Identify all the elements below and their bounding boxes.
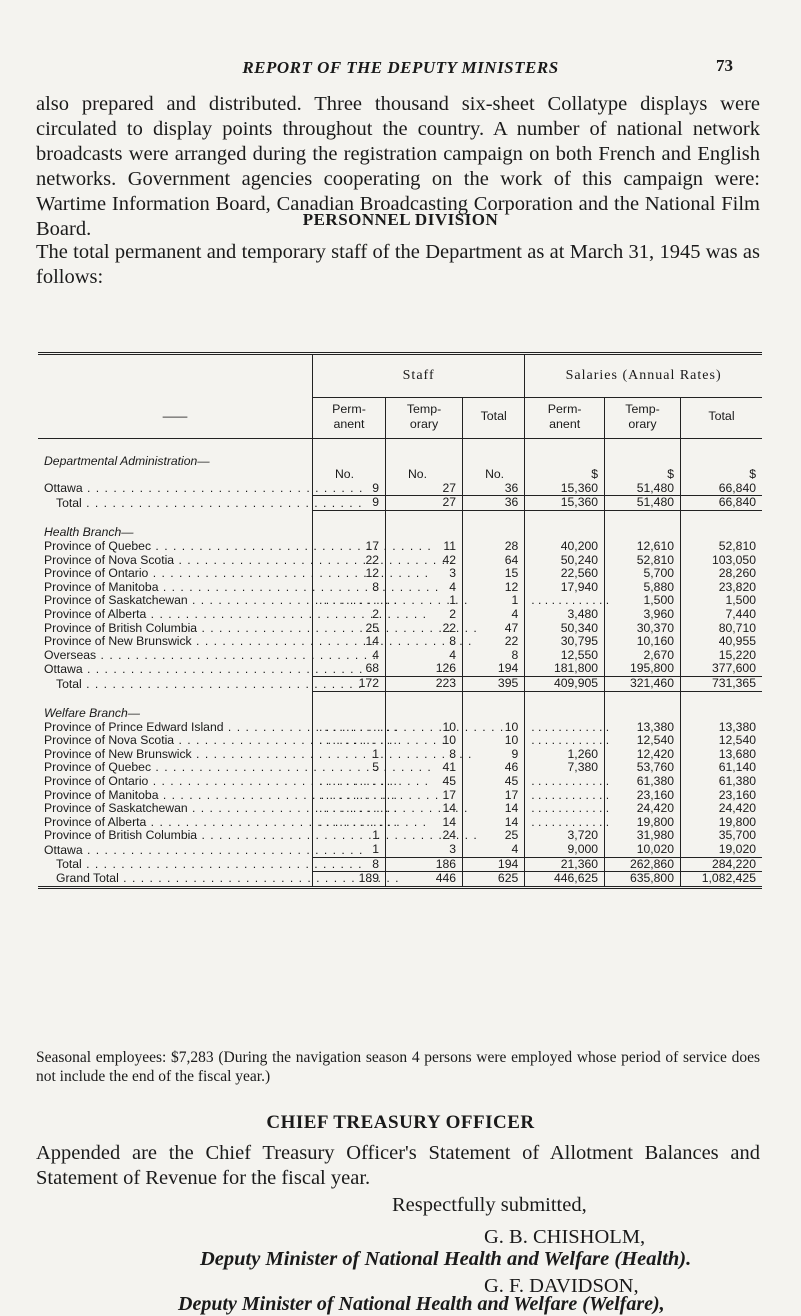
- value-cell: 9: [313, 482, 386, 496]
- value-cell: 1: [313, 748, 386, 762]
- row-label-text: Province of Ontario . . .: [44, 775, 306, 789]
- empty-cell: [463, 691, 525, 721]
- dot-leader: . . . . . . . . . . . .: [319, 774, 397, 789]
- value-cell: 17: [386, 789, 463, 803]
- dot-leader: . . . . . . . . . . . .: [531, 801, 610, 816]
- col-staff-permanent: Perm- anent: [313, 397, 386, 438]
- col-salary-permanent: Perm- anent: [525, 397, 605, 438]
- value-cell: 126: [386, 662, 463, 676]
- row-label-text: Province of British Columbia . . .: [44, 829, 306, 843]
- value-cell: 27: [386, 482, 463, 496]
- value-cell: 14: [463, 802, 525, 816]
- empty-cell: [681, 438, 763, 468]
- value-cell: 47: [463, 622, 525, 636]
- value-cell: 23,160: [605, 789, 681, 803]
- value-cell: [313, 774, 397, 789]
- value-cell: [313, 593, 397, 608]
- value-cell: 1: [313, 829, 386, 843]
- value-cell: 35,700: [681, 829, 763, 843]
- staff-table: [38, 352, 762, 889]
- row-label: [38, 496, 313, 511]
- value-cell: 635,800: [605, 872, 681, 888]
- value-cell: 4: [463, 608, 525, 622]
- value-cell: 14: [463, 816, 525, 830]
- value-cell: 17,940: [525, 581, 605, 595]
- value-cell: 195,800: [605, 662, 681, 676]
- dot-leader: . . . . . . . . . . . .: [531, 719, 610, 734]
- value-cell: 409,905: [525, 677, 605, 692]
- section-heading-row: [38, 438, 762, 468]
- col-staff-temporary: Temp- orary: [386, 397, 463, 438]
- value-cell: 15,360: [525, 482, 605, 496]
- row-label: [38, 775, 313, 789]
- value-cell: 17: [313, 540, 386, 554]
- value-cell: 24: [386, 829, 463, 843]
- value-cell: [525, 719, 610, 735]
- value-cell: 1,500: [681, 594, 763, 608]
- value-cell: 3: [386, 567, 463, 581]
- value-cell: 8: [386, 748, 463, 762]
- row-label-text: Province of Manitoba . . .: [44, 581, 306, 595]
- value-cell: 5,700: [605, 567, 681, 581]
- row-label: [38, 721, 313, 735]
- value-cell: 24,420: [681, 802, 763, 816]
- value-cell: 61,380: [605, 775, 681, 789]
- value-cell: 12: [313, 567, 386, 581]
- value-cell: 2,670: [605, 649, 681, 663]
- empty-cell: [463, 510, 525, 540]
- value-cell: [525, 787, 610, 803]
- dot-leader: . . . . . . . . . . . .: [319, 787, 397, 802]
- value-cell: 262,860: [605, 857, 681, 872]
- closing-line: Respectfully submitted,: [392, 1194, 587, 1216]
- value-cell: 25: [463, 829, 525, 843]
- value-cell: 23,160: [681, 789, 763, 803]
- value-cell: 22: [463, 635, 525, 649]
- value-cell: 13,380: [605, 721, 681, 735]
- dot-leader: . . . . . . . . . . . .: [531, 774, 610, 789]
- empty-cell: [525, 510, 605, 540]
- value-cell: 24,420: [605, 802, 681, 816]
- unit-row: [38, 468, 762, 482]
- value-cell: 19,020: [681, 843, 763, 857]
- value-cell: 11: [386, 540, 463, 554]
- unit-label: No.: [386, 468, 463, 482]
- value-cell: 3,720: [525, 829, 605, 843]
- stub-header: [38, 354, 313, 398]
- value-cell: 284,220: [681, 857, 763, 872]
- row-label-text: Province of Quebec . . .: [44, 761, 306, 775]
- row-label-text: Province of Quebec . . .: [44, 540, 306, 554]
- row-label: [38, 677, 313, 692]
- empty-cell: [386, 510, 463, 540]
- value-cell: 45: [463, 775, 525, 789]
- value-cell: 10: [463, 721, 525, 735]
- value-cell: 36: [463, 496, 525, 511]
- table-row: [38, 843, 762, 857]
- value-cell: [525, 593, 610, 608]
- row-label: [38, 829, 313, 843]
- row-label-text: Ottawa . . .: [44, 482, 306, 496]
- dot-leader: . . . . . . . . . . . .: [319, 719, 397, 734]
- value-cell: 625: [463, 872, 525, 888]
- row-label-text: Province of Alberta . . .: [44, 816, 306, 830]
- seasonal-note: Seasonal employees: $7,283 (During the navigation season 4 persons were employed whose period of service does not include the end of the fiscal year.): [36, 1049, 760, 1085]
- value-cell: 15,360: [525, 496, 605, 511]
- table-row: [38, 581, 762, 595]
- value-cell: 66,840: [681, 496, 763, 511]
- empty-cell: [681, 510, 763, 540]
- signatory-title-2: Deputy Minister of National Health and Welfare (Welfare),: [178, 1293, 665, 1315]
- page-number: 73: [716, 56, 733, 75]
- row-label: [38, 567, 313, 581]
- value-cell: [525, 733, 610, 748]
- row-label-text: Province of Saskatchewan . . .: [44, 594, 306, 608]
- value-cell: 14: [386, 802, 463, 816]
- row-label: [38, 540, 313, 554]
- unit-label: No.: [463, 468, 525, 482]
- value-cell: 3,480: [525, 608, 605, 622]
- table-row: [38, 567, 762, 581]
- value-cell: 22: [313, 554, 386, 568]
- intro-paragraph: also prepared and distributed. Three thousand six-sheet Collatype displays were circulated to display points throughout the country. A number of national network broadcasts were arranged during the registration campaign on both French and English networks. Government agencies cooperating on the work of this campaign were: Wartime Information Board, Canadian Broadcasting Corporation and the National Film Board.: [36, 93, 760, 240]
- value-cell: 28: [463, 540, 525, 554]
- value-cell: 446,625: [525, 872, 605, 888]
- empty-cell: [313, 510, 386, 540]
- value-cell: 223: [386, 677, 463, 692]
- value-cell: 30,370: [605, 622, 681, 636]
- table-row: [38, 748, 762, 762]
- row-label: [38, 482, 313, 496]
- row-label: [38, 789, 313, 803]
- value-cell: 30,795: [525, 635, 605, 649]
- value-cell: 194: [463, 662, 525, 676]
- value-cell: 12,550: [525, 649, 605, 663]
- table-row: [38, 594, 762, 608]
- value-cell: 28,260: [681, 567, 763, 581]
- personnel-intro: The total permanent and temporary staff of the Department as at March 31, 1945 was as follows:: [36, 241, 760, 288]
- value-cell: 2: [313, 608, 386, 622]
- value-cell: 4: [463, 843, 525, 857]
- row-label-text: Province of Ontario . . .: [44, 567, 306, 581]
- value-cell: 14: [313, 635, 386, 649]
- value-cell: 10,160: [605, 635, 681, 649]
- value-cell: 61,380: [681, 775, 763, 789]
- row-label-text: Province of Alberta . . .: [44, 608, 306, 622]
- row-label-text: Ottawa . . .: [44, 663, 306, 677]
- row-label-text: Total . . .: [56, 858, 300, 872]
- value-cell: 25: [313, 622, 386, 636]
- value-cell: 13,380: [681, 721, 763, 735]
- row-label-text: Province of New Brunswick . . .: [44, 635, 306, 649]
- value-cell: 10,020: [605, 843, 681, 857]
- value-cell: 377,600: [681, 662, 763, 676]
- row-label-text: Province of Nova Scotia . . .: [44, 554, 306, 568]
- col-salary-total: Total: [681, 397, 763, 438]
- value-cell: 66,840: [681, 482, 763, 496]
- value-cell: 19,800: [605, 816, 681, 830]
- row-label: [38, 734, 313, 748]
- row-label: [38, 594, 313, 608]
- value-cell: 1: [386, 594, 463, 608]
- value-cell: 15: [463, 567, 525, 581]
- value-cell: 14: [386, 816, 463, 830]
- value-cell: 53,760: [605, 761, 681, 775]
- row-label: [38, 635, 313, 649]
- section-heading-row: [38, 691, 762, 721]
- running-head: REPORT OF THE DEPUTY MINISTERS: [242, 58, 559, 77]
- value-cell: 103,050: [681, 554, 763, 568]
- total-row: [38, 857, 762, 872]
- value-cell: 27: [386, 496, 463, 511]
- value-cell: 189: [313, 872, 386, 888]
- value-cell: 68: [313, 662, 386, 676]
- value-cell: 9: [463, 748, 525, 762]
- value-cell: 1: [313, 843, 386, 857]
- value-cell: 21,360: [525, 857, 605, 872]
- value-cell: [313, 733, 397, 748]
- row-label: [38, 857, 313, 872]
- treasury-heading: CHIEF TREASURY OFFICER: [266, 1112, 535, 1133]
- table-row: [38, 635, 762, 649]
- row-label-text: Province of Prince Edward Island . . .: [44, 721, 306, 735]
- value-cell: 22: [386, 622, 463, 636]
- table-row: [38, 482, 762, 496]
- row-label-text: Province of British Columbia . . .: [44, 622, 306, 636]
- value-cell: 42: [386, 554, 463, 568]
- value-cell: 395: [463, 677, 525, 692]
- value-cell: 22,560: [525, 567, 605, 581]
- table-row: [38, 622, 762, 636]
- empty-cell: [525, 691, 605, 721]
- value-cell: 7,380: [525, 761, 605, 775]
- dot-leader: . . . . . . . . . . . .: [319, 801, 397, 816]
- empty-cell: [605, 510, 681, 540]
- row-label: [38, 748, 313, 762]
- value-cell: 4: [313, 649, 386, 663]
- table-row: [38, 829, 762, 843]
- section-heading: Welfare Branch—: [44, 706, 140, 721]
- value-cell: [313, 787, 397, 803]
- value-cell: 9,000: [525, 843, 605, 857]
- table-row: [38, 721, 762, 735]
- value-cell: 23,820: [681, 581, 763, 595]
- signatory-name-2: G. F. DAVIDSON,: [484, 1275, 639, 1297]
- total-row: [38, 496, 762, 511]
- total-row: [38, 677, 762, 692]
- empty-cell: [313, 691, 386, 721]
- col-staff-total: Total: [463, 397, 525, 438]
- row-label-text: Total . . .: [56, 678, 300, 692]
- row-label-text: Province of Saskatchewan . . .: [44, 802, 306, 816]
- value-cell: 1: [463, 594, 525, 608]
- table-row: [38, 662, 762, 676]
- value-cell: 51,480: [605, 482, 681, 496]
- unit-label: No.: [313, 468, 386, 482]
- value-cell: 80,710: [681, 622, 763, 636]
- row-label: [38, 608, 313, 622]
- value-cell: [313, 814, 397, 830]
- value-cell: 13,680: [681, 748, 763, 762]
- value-cell: 8: [313, 581, 386, 595]
- value-cell: 40,955: [681, 635, 763, 649]
- empty-cell: [605, 438, 681, 468]
- value-cell: 15,220: [681, 649, 763, 663]
- value-cell: 10: [386, 721, 463, 735]
- unit-label: $: [605, 468, 681, 482]
- value-cell: 7,440: [681, 608, 763, 622]
- row-label: [38, 872, 313, 888]
- value-cell: 31,980: [605, 829, 681, 843]
- unit-label: $: [525, 468, 605, 482]
- value-cell: 46: [463, 761, 525, 775]
- table-row: [38, 734, 762, 748]
- empty-cell: [386, 438, 463, 468]
- row-label-text: Province of Nova Scotia . . .: [44, 734, 306, 748]
- staff-group-header: Staff: [313, 354, 525, 398]
- empty-cell: [605, 691, 681, 721]
- value-cell: 1,260: [525, 748, 605, 762]
- dot-leader: . . . . . . . . . . . .: [319, 814, 397, 829]
- row-label: [38, 843, 313, 857]
- value-cell: 181,800: [525, 662, 605, 676]
- value-cell: 8: [463, 649, 525, 663]
- value-cell: [525, 801, 610, 816]
- table-row: [38, 554, 762, 568]
- row-label: [38, 662, 313, 676]
- value-cell: 19,800: [681, 816, 763, 830]
- table-row: [38, 608, 762, 622]
- value-cell: 321,460: [605, 677, 681, 692]
- dot-leader: . . . . . . . . . . . .: [531, 814, 610, 829]
- dot-leader: . . . . . . . . . . . .: [319, 593, 397, 608]
- row-label: [38, 802, 313, 816]
- value-cell: 52,810: [681, 540, 763, 554]
- value-cell: 8: [386, 635, 463, 649]
- table-row: [38, 649, 762, 663]
- value-cell: 3: [386, 843, 463, 857]
- value-cell: 2: [386, 608, 463, 622]
- value-cell: 8: [313, 857, 386, 872]
- value-cell: [313, 719, 397, 735]
- value-cell: 10: [463, 734, 525, 748]
- personnel-heading: PERSONNEL DIVISION: [302, 210, 499, 229]
- section-heading: Departmental Administration—: [44, 453, 210, 468]
- value-cell: 12,540: [605, 734, 681, 748]
- stub-col-header: ——: [162, 408, 188, 423]
- section-heading: Health Branch—: [44, 525, 134, 540]
- value-cell: 1,500: [605, 594, 681, 608]
- row-label-text: Province of New Brunswick . . .: [44, 748, 306, 762]
- table-row: [38, 540, 762, 554]
- row-label-text: Grand Total . . .: [56, 872, 300, 886]
- row-label-text: Total . . .: [56, 497, 300, 511]
- row-label: [38, 816, 313, 830]
- table-row: [38, 816, 762, 830]
- row-label-text: Ottawa . . .: [44, 844, 306, 858]
- value-cell: 446: [386, 872, 463, 888]
- value-cell: 36: [463, 482, 525, 496]
- value-cell: [313, 801, 397, 816]
- value-cell: 12,540: [681, 734, 763, 748]
- value-cell: 172: [313, 677, 386, 692]
- value-cell: 61,140: [681, 761, 763, 775]
- total-row: [38, 872, 762, 888]
- unit-label: $: [681, 468, 763, 482]
- row-label: [38, 622, 313, 636]
- value-cell: [525, 774, 610, 789]
- row-label-text: Province of Manitoba . . .: [44, 789, 306, 803]
- salaries-group-header: Salaries (Annual Rates): [525, 354, 762, 398]
- dot-leader: . . . . . . . . . . . .: [531, 787, 610, 802]
- value-cell: 4: [386, 649, 463, 663]
- value-cell: 3,960: [605, 608, 681, 622]
- empty-cell: [681, 691, 763, 721]
- row-label: [38, 761, 313, 775]
- empty-cell: [525, 438, 605, 468]
- value-cell: 40,200: [525, 540, 605, 554]
- value-cell: 17: [463, 789, 525, 803]
- value-cell: 194: [463, 857, 525, 872]
- value-cell: 731,365: [681, 677, 763, 692]
- col-salary-temporary: Temp- orary: [605, 397, 681, 438]
- treasury-paragraph: Appended are the Chief Treasury Officer's Statement of Allotment Balances and Statement of Revenue for the fiscal year.: [36, 1142, 760, 1189]
- dot-leader: . . . . . . . . . . . .: [531, 593, 610, 608]
- empty-cell: [38, 468, 313, 482]
- value-cell: 41: [386, 761, 463, 775]
- value-cell: 5,880: [605, 581, 681, 595]
- empty-cell: [463, 438, 525, 468]
- row-label: [38, 581, 313, 595]
- value-cell: 50,240: [525, 554, 605, 568]
- row-label-text: Overseas . . .: [44, 649, 306, 663]
- table-row: [38, 789, 762, 803]
- value-cell: 12,610: [605, 540, 681, 554]
- value-cell: 1,082,425: [681, 872, 763, 888]
- value-cell: 12: [463, 581, 525, 595]
- value-cell: 50,340: [525, 622, 605, 636]
- value-cell: 9: [313, 496, 386, 511]
- value-cell: 186: [386, 857, 463, 872]
- dot-leader: . . . . . . . . . . . .: [531, 733, 610, 748]
- table-row: [38, 802, 762, 816]
- signatory-name-1: G. B. CHISHOLM,: [484, 1226, 646, 1248]
- value-cell: 45: [386, 775, 463, 789]
- signatory-title-1: Deputy Minister of National Health and Welfare (Health).: [200, 1248, 692, 1270]
- value-cell: [525, 814, 610, 830]
- row-label: [38, 649, 313, 663]
- value-cell: 52,810: [605, 554, 681, 568]
- value-cell: 64: [463, 554, 525, 568]
- table-row: [38, 761, 762, 775]
- table-row: [38, 775, 762, 789]
- empty-cell: [313, 438, 386, 468]
- dot-leader: . . . . . . . . . . . .: [319, 733, 397, 748]
- value-cell: 10: [386, 734, 463, 748]
- value-cell: 12,420: [605, 748, 681, 762]
- value-cell: 4: [386, 581, 463, 595]
- empty-cell: [386, 691, 463, 721]
- value-cell: 5: [313, 761, 386, 775]
- value-cell: 51,480: [605, 496, 681, 511]
- section-heading-row: [38, 510, 762, 540]
- row-label: [38, 554, 313, 568]
